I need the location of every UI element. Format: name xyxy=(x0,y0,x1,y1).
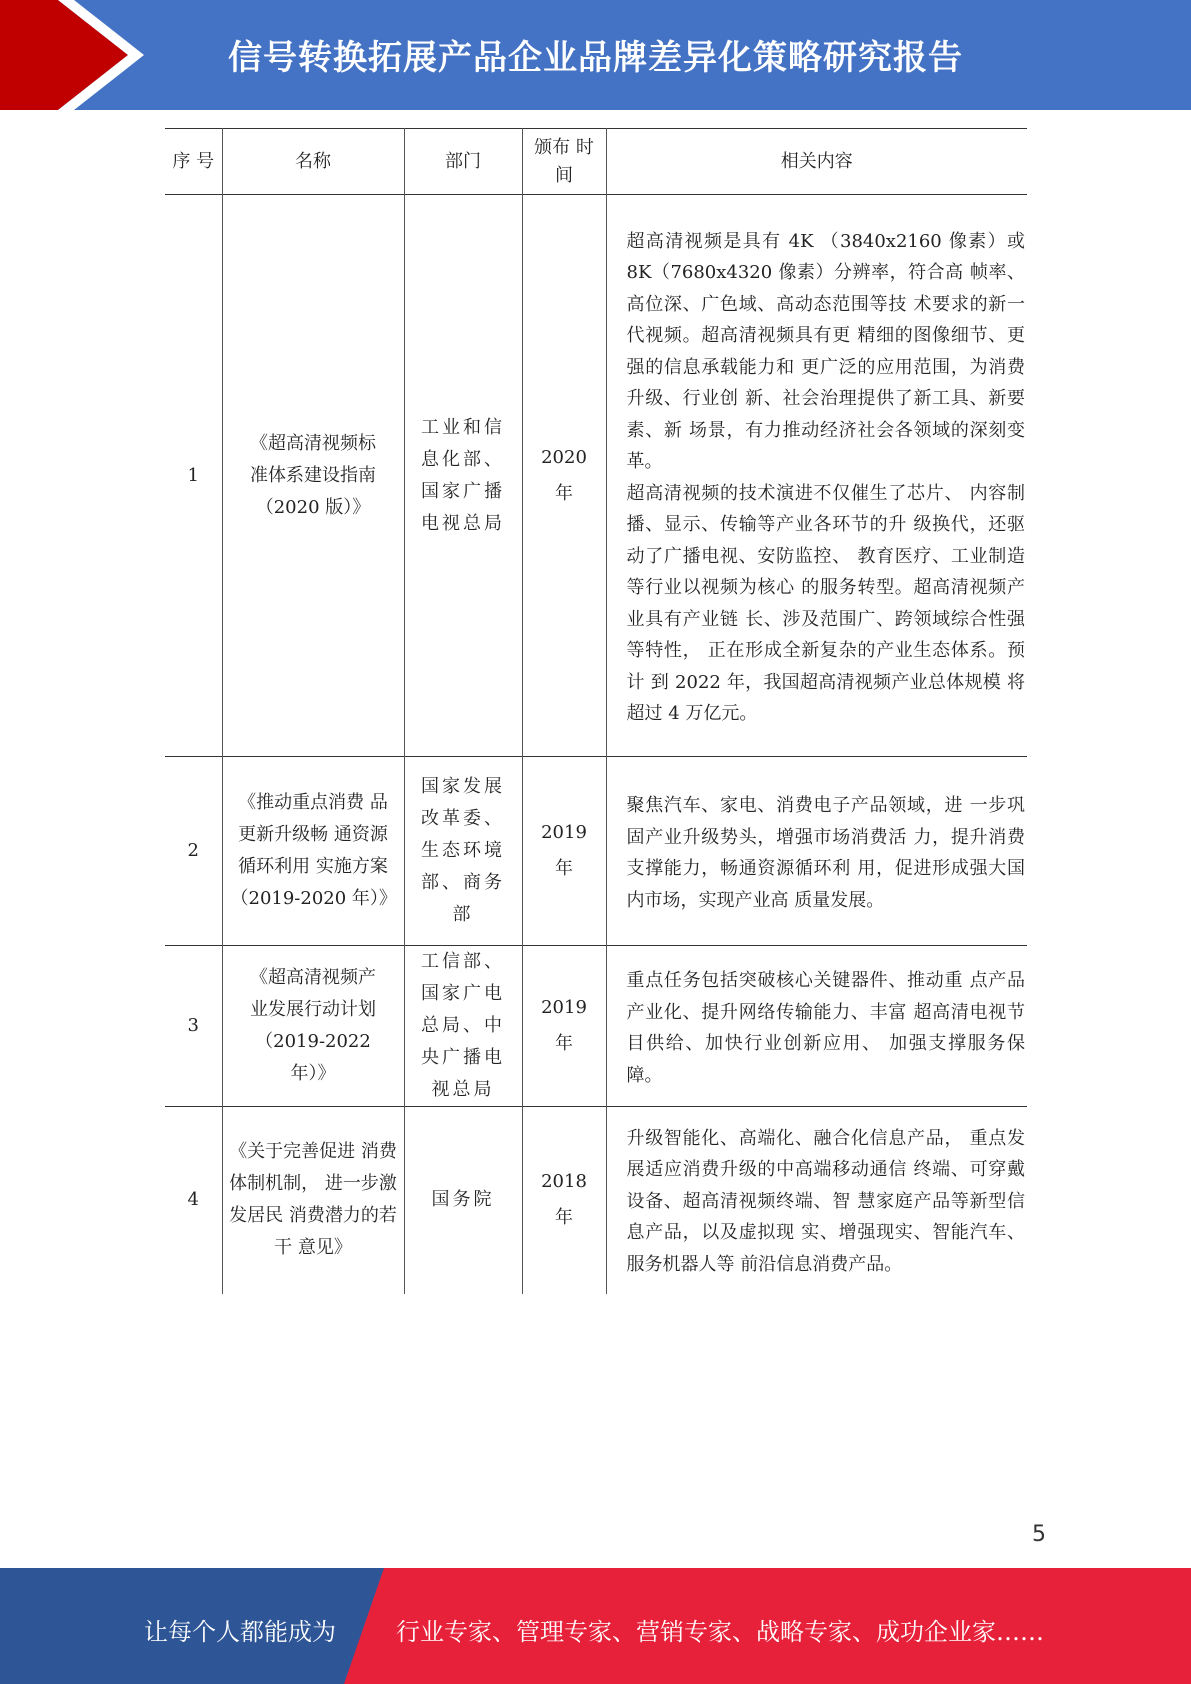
row-name: 《关于完善促进 消费体制机制， 进一步激发居民 消费潜力的若干 意见》 xyxy=(222,1107,404,1294)
row-name: 《推动重点消费 品更新升级畅 通资源循环利用 实施方案（2019-2020 年）》 xyxy=(222,757,404,946)
row-no: 1 xyxy=(165,195,222,757)
row-no: 4 xyxy=(165,1107,222,1294)
row-content xyxy=(606,1107,1027,1294)
row-dept: 国务院 xyxy=(404,1107,522,1294)
row-dept: 工业和信息化部、国家广播电视总局 xyxy=(404,195,522,757)
header-name: 名称 xyxy=(222,129,404,195)
row-content xyxy=(606,195,1027,757)
content-paragraph: 超高清视频是具有 4K （3840x2160 像素）或 8K（7680x4320 像素）分辨率，符合高 帧率、高位深、广色域、高动态范围等技 术要求的新一代视频。超高清视频具有更 精细的图像细节、更强的信息承载能力和 更广泛的应用范围，为消费升级、行业创 新、社会治理提供了新工具、新要素、新 场景，有力推动经济社会各领域的深刻变 革。 xyxy=(626,230,1025,472)
row-content xyxy=(606,946,1027,1107)
header-banner xyxy=(0,0,1191,110)
footer-slogan-left: 让每个人都能成为 xyxy=(144,1618,336,1646)
page-number: 5 xyxy=(1032,1522,1046,1547)
header-no: 序 号 xyxy=(165,129,222,195)
row-year: 2019 年 xyxy=(522,946,606,1107)
row-year: 2019 年 xyxy=(522,757,606,946)
red-chevron-logo xyxy=(0,0,160,110)
header-year: 颁布 时间 xyxy=(522,129,606,195)
footer-banner xyxy=(0,1568,1191,1684)
footer-slogan-right: 行业专家、管理专家、营销专家、战略专家、成功企业家…… xyxy=(396,1618,1044,1646)
header-dept: 部门 xyxy=(404,129,522,195)
row-year: 2020 年 xyxy=(522,195,606,757)
table-row xyxy=(165,757,1027,946)
content-paragraph: 超高清视频的技术演进不仅催生了芯片、 内容制播、显示、传输等产业各环节的升 级换代，还驱动了广播电视、安防监控、 教育医疗、工业制造等行业以视频为核心 的服务转型。超高清视频产业具有产业链 长、涉及范围广、跨领域综合性强等特性， 正在形成全新复杂的产业生态体系。预计 到 2022 年，我国超高清视频产业总体规模 将超过 4 万亿元。 xyxy=(626,482,1025,724)
policy-table xyxy=(165,128,1027,1294)
table-row xyxy=(165,1107,1027,1294)
row-content xyxy=(606,757,1027,946)
table-row xyxy=(165,195,1027,757)
content-paragraph: 聚焦汽车、家电、消费电子产品领域，进 一步巩固产业升级势头，增强市场消费活 力，提升消费支撑能力，畅通资源循环利 用，促进形成强大国内市场，实现产业高 质量发展。 xyxy=(626,795,1025,911)
page-title: 信号转换拓展产品企业品牌差异化策略研究报告 xyxy=(228,38,963,78)
row-year: 2018 年 xyxy=(522,1107,606,1294)
header-content: 相关内容 xyxy=(606,129,1027,195)
table-header-row xyxy=(165,129,1027,195)
table-row xyxy=(165,946,1027,1107)
content-paragraph: 重点任务包括突破核心关键器件、推动重 点产品产业化、提升网络传输能力、丰富 超高清电视节目供给、加快行业创新应用、 加强支撑服务保障。 xyxy=(626,970,1025,1086)
row-name: 《超高清视频产业发展行动计划（2019-2022 年）》 xyxy=(222,946,404,1107)
row-dept: 工信部、国家广电总局、中央广播电视总局 xyxy=(404,946,522,1107)
row-name: 《超高清视频标准体系建设指南（2020 版）》 xyxy=(222,195,404,757)
row-no: 2 xyxy=(165,757,222,946)
content-paragraph: 升级智能化、高端化、融合化信息产品， 重点发展适应消费升级的中高端移动通信 终端、可穿戴设备、超高清视频终端、智 慧家庭产品等新型信息产品，以及虚拟现 实、增强现实、智能汽车、服务机器人等 前沿信息消费产品。 xyxy=(626,1127,1025,1275)
row-no: 3 xyxy=(165,946,222,1107)
row-dept: 国家发展改革委、生态环境部、商务部 xyxy=(404,757,522,946)
